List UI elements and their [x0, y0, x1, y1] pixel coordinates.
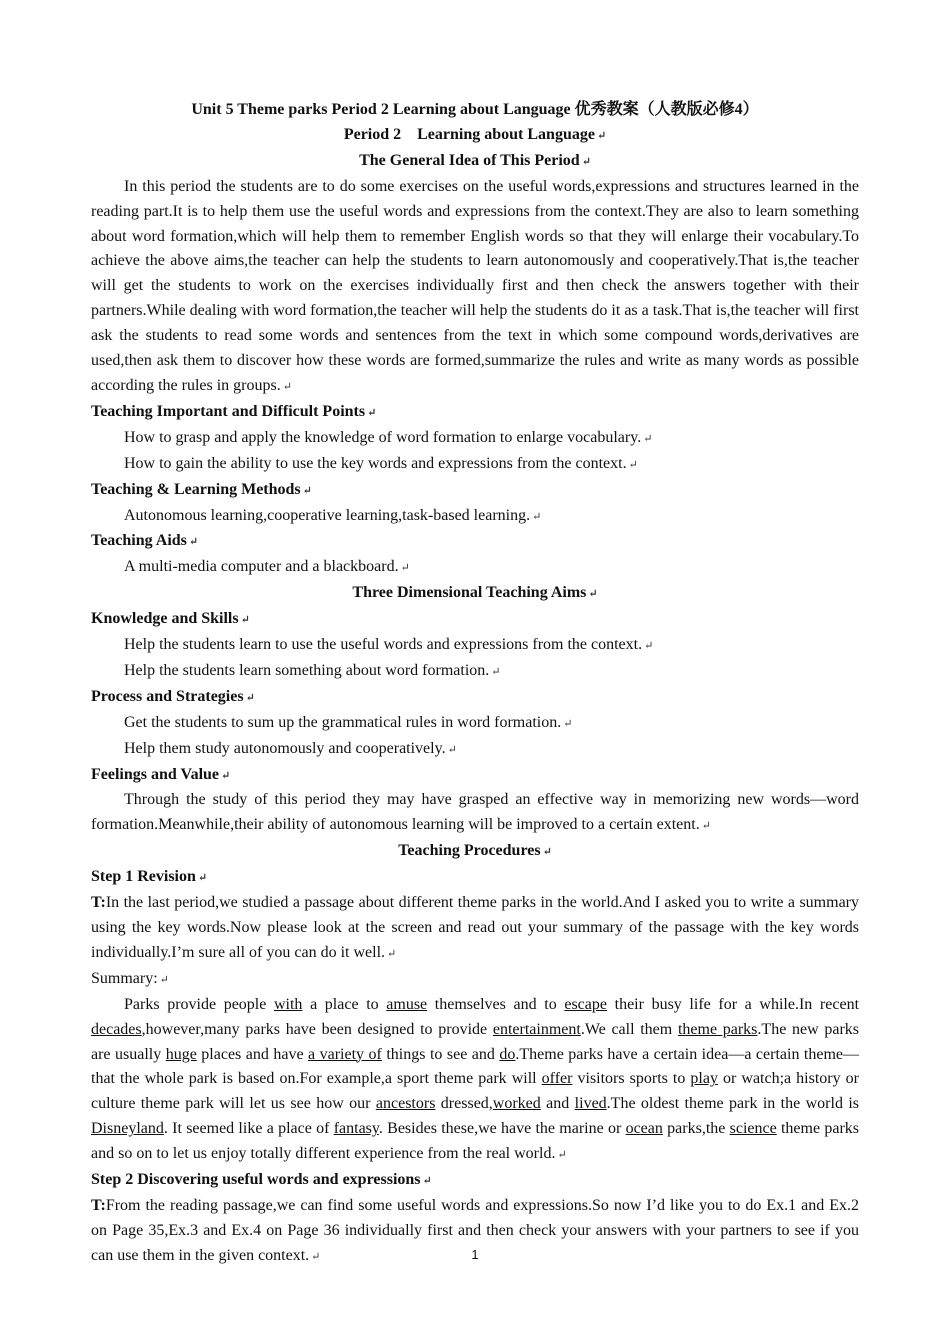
summary-segment: .Theme parks have a certain idea—a certain theme—that the whole park is based on.For example,a sport theme park will: [91, 1045, 860, 1088]
speaker-label: T:: [91, 894, 106, 912]
period-title-text: Period 2 Learning about Language: [343, 125, 595, 143]
key-word: science: [729, 1120, 777, 1138]
item-text: A multi-media computer and a blackboard.: [124, 558, 399, 576]
heading-text: Teaching Procedures: [398, 842, 541, 860]
key-word: play: [690, 1070, 718, 1088]
speaker-label: T:: [91, 1196, 106, 1214]
list-item: [91, 555, 859, 581]
page-number: 1: [471, 1247, 479, 1262]
paragraph-mark-icon: ↵: [557, 1149, 567, 1162]
paragraph-mark-icon: ↵: [245, 691, 255, 704]
subsection-heading: [91, 607, 859, 633]
paragraph-mark-icon: ↵: [563, 717, 573, 730]
summary-segment: and: [540, 1095, 575, 1113]
paragraph-mark-icon: ↵: [188, 536, 199, 549]
summary-segment: dressed,: [435, 1095, 493, 1113]
key-word: a variety of: [308, 1045, 382, 1063]
list-item: [91, 659, 859, 685]
document-title: Unit 5 Theme parks Period 2 Learning about Language 优秀教案（人教版必修4）: [191, 101, 759, 118]
item-text: Help the students learn to use the useful words and expressions from the context.: [124, 636, 643, 654]
paragraph-mark-icon: ↵: [387, 947, 397, 960]
paragraph-mark-icon: ↵: [596, 129, 607, 142]
paragraph-mark-icon: ↵: [447, 743, 457, 756]
paragraph-mark-icon: ↵: [542, 846, 552, 859]
paragraph-mark-icon: ↵: [581, 155, 591, 168]
section-heading: [91, 149, 859, 175]
list-item: [91, 452, 859, 478]
section-heading: [91, 400, 859, 426]
key-word: worked: [492, 1095, 541, 1113]
paragraph-mark-icon: ↵: [532, 510, 542, 523]
item-text: How to gain the ability to use the key words and expressions from the context.: [124, 454, 627, 472]
summary-segment: . Besides these,we have the marine or: [378, 1120, 626, 1138]
paragraph-mark-icon: ↵: [159, 973, 169, 986]
key-word: do: [499, 1045, 516, 1063]
summary-segment: a place to: [302, 995, 387, 1013]
paragraph-mark-icon: ↵: [367, 406, 377, 419]
summary-segment: .The new parks are usually: [91, 1020, 860, 1063]
subsection-heading: [91, 763, 859, 789]
key-word: ocean: [625, 1120, 663, 1138]
item-text: Help the students learn something about word formation.: [124, 661, 490, 679]
key-word: huge: [165, 1045, 197, 1063]
step-heading: [91, 865, 859, 891]
general-idea-paragraph: [91, 175, 859, 400]
key-word: escape: [564, 995, 607, 1013]
subsection-heading: [91, 685, 859, 711]
heading-text: Teaching & Learning Methods: [91, 480, 301, 498]
summary-segment: . It seemed like a place of: [163, 1120, 334, 1138]
paragraph-mark-icon: ↵: [422, 1175, 432, 1188]
paragraph-mark-icon: ↵: [643, 432, 653, 445]
key-word: ancestors: [375, 1095, 436, 1113]
summary-label-line: [91, 967, 859, 993]
heading-text: Teaching Aids: [91, 532, 187, 550]
paragraph-mark-icon: ↵: [400, 562, 410, 575]
heading-text: Knowledge and Skills: [91, 610, 239, 628]
paragraph-mark-icon: ↵: [221, 769, 231, 782]
summary-segment: themselves and to: [427, 995, 565, 1013]
item-text: Autonomous learning,cooperative learning,task-based learning.: [124, 506, 531, 524]
paragraph-mark-icon: ↵: [628, 458, 638, 471]
summary-segment: parks,the: [662, 1120, 730, 1138]
summary-text: [91, 996, 859, 1162]
speech-text: In the last period,we studied a passage about different theme parks in the world.And I asked you to write a summary using the key words.Now please look at the screen and read out your summary of the passage with the key words individually.I’m sure all of you can do it well.: [91, 894, 859, 961]
paragraph-mark-icon: ↵: [701, 820, 711, 833]
key-word: lived: [574, 1095, 607, 1113]
key-word: offer: [541, 1070, 573, 1088]
paragraph-text: In this period the students are to do some exercises on the useful words,expressions and structures learned in the reading part.It is to help them use the useful words and expressions from the context.They are also to learn something about word formation,which will help them to remember English words so that they will enlarge their vocabulary.To achieve the above aims,the teacher can help the students to learn autonomously and cooperatively.That is,the teacher will get the students to work on the exercises individually first and then check the answers together with their partners.While dealing with word formation,the teacher will help the students do it as a task.That is,the teacher will first ask the students to read some words and sentences from the text in which some compound words,derivatives are used,then ask them to discover how these words are formed,summarize the rules and write as many words as possible according the rules in groups.: [91, 177, 859, 394]
paragraph-mark-icon: ↵: [302, 484, 312, 497]
key-word: fantasy: [333, 1120, 379, 1138]
key-word: with: [273, 995, 303, 1013]
speech-text: From the reading passage,we can find some useful words and expressions.So now I’d like you to do Ex.1 and Ex.2 on Page 35,Ex.3 and Ex.4 on Page 36 individually first and then check your answers with your partners to see if you can use them in the given context.: [91, 1196, 859, 1264]
section-heading: [91, 839, 859, 865]
feelings-paragraph: [91, 788, 859, 839]
paragraph-mark-icon: ↵: [588, 588, 598, 601]
heading-text: Teaching Important and Difficult Points: [91, 402, 366, 420]
heading-text: Step 2 Discovering useful words and expressions: [91, 1171, 421, 1189]
step-heading: [91, 1168, 859, 1194]
heading-text: Step 1 Revision: [91, 868, 196, 886]
document-body: [91, 98, 859, 1270]
heading-text: Process and Strategies: [91, 687, 244, 705]
paragraph-mark-icon: ↵: [240, 614, 250, 627]
summary-segment: ,however,many parks have been designed to provide: [141, 1020, 493, 1038]
summary-label: Summary:: [91, 969, 158, 987]
list-item: [91, 737, 859, 763]
list-item: [91, 504, 859, 530]
key-word: decades: [91, 1020, 142, 1038]
paragraph-mark-icon: ↵: [282, 380, 292, 393]
item-text: How to grasp and apply the knowledge of word formation to enlarge vocabulary.: [124, 428, 642, 446]
summary-segment: visitors sports to: [572, 1070, 691, 1088]
list-item: [91, 633, 859, 659]
paragraph-text: Through the study of this period they may have grasped an effective way in memorizing new words—word formation.Meanwhile,their ability of autonomous learning will be improved to a certain extent.: [91, 791, 859, 834]
key-word: theme parks: [677, 1020, 758, 1038]
list-item: [91, 711, 859, 737]
summary-segment: their busy life for a while.In recent: [606, 995, 860, 1013]
section-heading: [91, 529, 859, 555]
section-heading: [91, 478, 859, 504]
summary-segment: Parks provide people: [124, 995, 274, 1013]
summary-segment: theme parks and so on to let us enjoy totally different experience from the real world.: [91, 1120, 860, 1163]
key-word: amuse: [386, 995, 428, 1013]
paragraph-mark-icon: ↵: [311, 1250, 321, 1263]
paragraph-mark-icon: ↵: [491, 665, 501, 678]
paragraph-mark-icon: ↵: [644, 640, 654, 653]
paragraph-mark-icon: ↵: [197, 872, 208, 885]
summary-segment: or watch;a history or culture theme park will let us see how our: [91, 1070, 859, 1113]
teacher-speech: [91, 891, 859, 967]
section-heading: [91, 581, 859, 607]
summary-segment: things to see and: [381, 1045, 500, 1063]
list-item: [91, 426, 859, 452]
heading-text: The General Idea of This Period: [359, 151, 580, 169]
heading-text: Feelings and Value: [91, 765, 220, 783]
summary-paragraph: [91, 993, 859, 1168]
item-text: Help them study autonomously and cooperatively.: [124, 739, 446, 757]
key-word: entertainment: [492, 1020, 581, 1038]
item-text: Get the students to sum up the grammatical rules in word formation.: [124, 713, 562, 731]
key-word: Disneyland: [91, 1120, 164, 1138]
summary-segment: .The oldest theme park in the world is: [606, 1095, 860, 1113]
summary-segment: .We call them: [580, 1020, 678, 1038]
summary-segment: places and have: [196, 1045, 309, 1063]
heading-text: Three Dimensional Teaching Aims: [352, 584, 587, 602]
period-title: [91, 123, 859, 149]
